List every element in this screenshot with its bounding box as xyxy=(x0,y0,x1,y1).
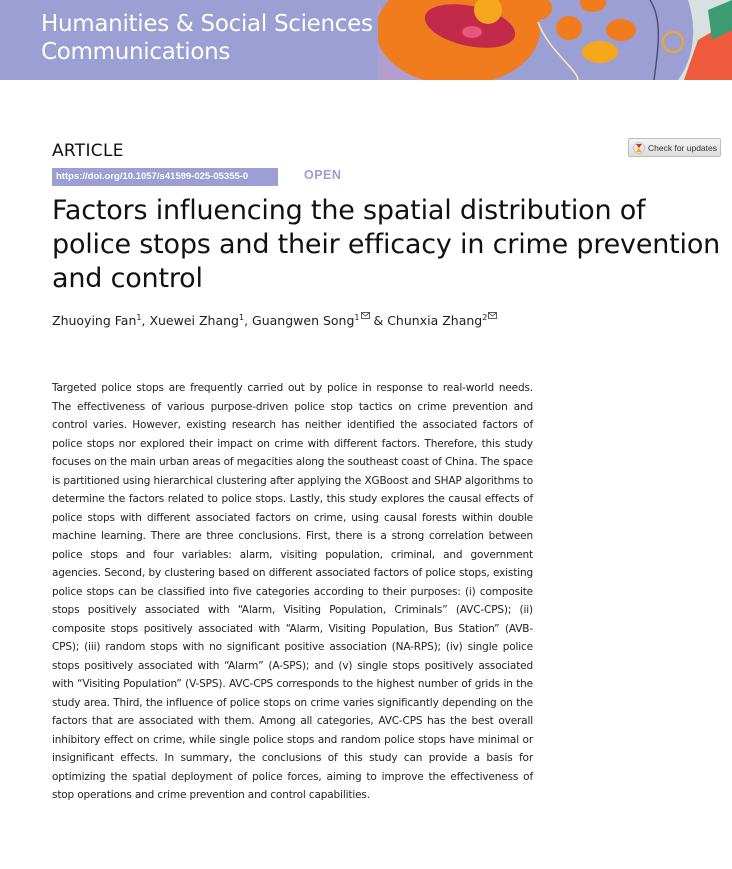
author-name[interactable]: Zhuoying Fan xyxy=(52,313,137,328)
article-type-label: ARTICLE xyxy=(52,141,124,161)
paper-title: Factors influencing the spatial distribution of police stops and their efficacy in crime prevention and control xyxy=(52,195,721,294)
check-for-updates-button[interactable] xyxy=(628,138,721,157)
journal-title-line1: Humanities & Social Sciences xyxy=(41,11,373,37)
author-affiliation: 1 xyxy=(238,313,245,322)
abstract-text: Targeted police stops are frequently carried out by police in response to real-world needs. The effectiveness of various purpose-driven police stop tactics on crime prevention and control varies. However, existing research has neither identified the associated factors of police stops nor explored their impact on crime with different factors. Therefore, this study focuses on the main urban areas of megacities along the southeast coast of China. The space is partitioned using hierarchical clustering after applying the XGBoost and SHAP algorithms to determine the factors related to police stops. Lastly, this study explores the causal effects of police stops with different associated factors on crime, using causal forests within double machine learning. There are three conclusions. First, there is a strong correlation between police stops and four variables: alarm, visiting population, criminal, and government agencies. Second, by clustering based on different associated factors of police stops, existing police stops can be classified into five categories according to their purposes: (i) composite stops positively associated with “Alarm, Visiting Population, Criminals” (AVC-CPS); (ii) composite stops positively associated with “Alarm, Visiting Population, Bus Station” (AVB-CPS); (iii) random stops with no significant positive association (NA-RPS); (iv) single police stops positively associated with “Alarm” (A-SPS); and (v) single stops positively associated with “Visiting Population” (V-SPS). AVC-CPS corresponds to the highest number of grids in the study area. Third, the influence of police stops on crime varies significantly depending on the factors that are associated with them. Among all categories, AVC-CPS has the best overall inhibitory effect on crime, while single police stops and random police stops have minimal or insignificant effects. In summary, the conclusions of this study can provide a basis for optimizing the spatial deployment of police forces, aiming to improve the effectiveness of stop operations and crime prevention and control capabilities. xyxy=(52,382,533,801)
journal-title[interactable] xyxy=(41,10,373,66)
author-separator: , xyxy=(244,313,253,328)
author-name[interactable]: Xuewei Zhang xyxy=(149,313,239,328)
author-affiliation: 1 xyxy=(354,313,360,322)
author-list xyxy=(52,309,692,330)
author-separator: & xyxy=(369,313,388,328)
author-name[interactable]: Chunxia Zhang xyxy=(387,313,483,328)
mail-icon[interactable] xyxy=(488,312,497,319)
crossmark-icon xyxy=(633,142,645,154)
check-for-updates-label: Check for updates xyxy=(648,142,717,153)
author-affiliation: 1 xyxy=(136,313,142,322)
journal-banner xyxy=(0,0,732,80)
banner-artwork xyxy=(378,0,732,80)
doi-link[interactable]: https://doi.org/10.1057/s41599-025-05355-0 xyxy=(52,168,278,186)
author-affiliation: 2 xyxy=(482,313,488,322)
author-separator: , xyxy=(141,313,150,328)
open-access-label: OPEN xyxy=(304,168,342,182)
mail-icon[interactable] xyxy=(361,312,370,319)
journal-title-line2: Communications xyxy=(41,39,231,65)
author-name[interactable]: Guangwen Song xyxy=(252,313,355,328)
